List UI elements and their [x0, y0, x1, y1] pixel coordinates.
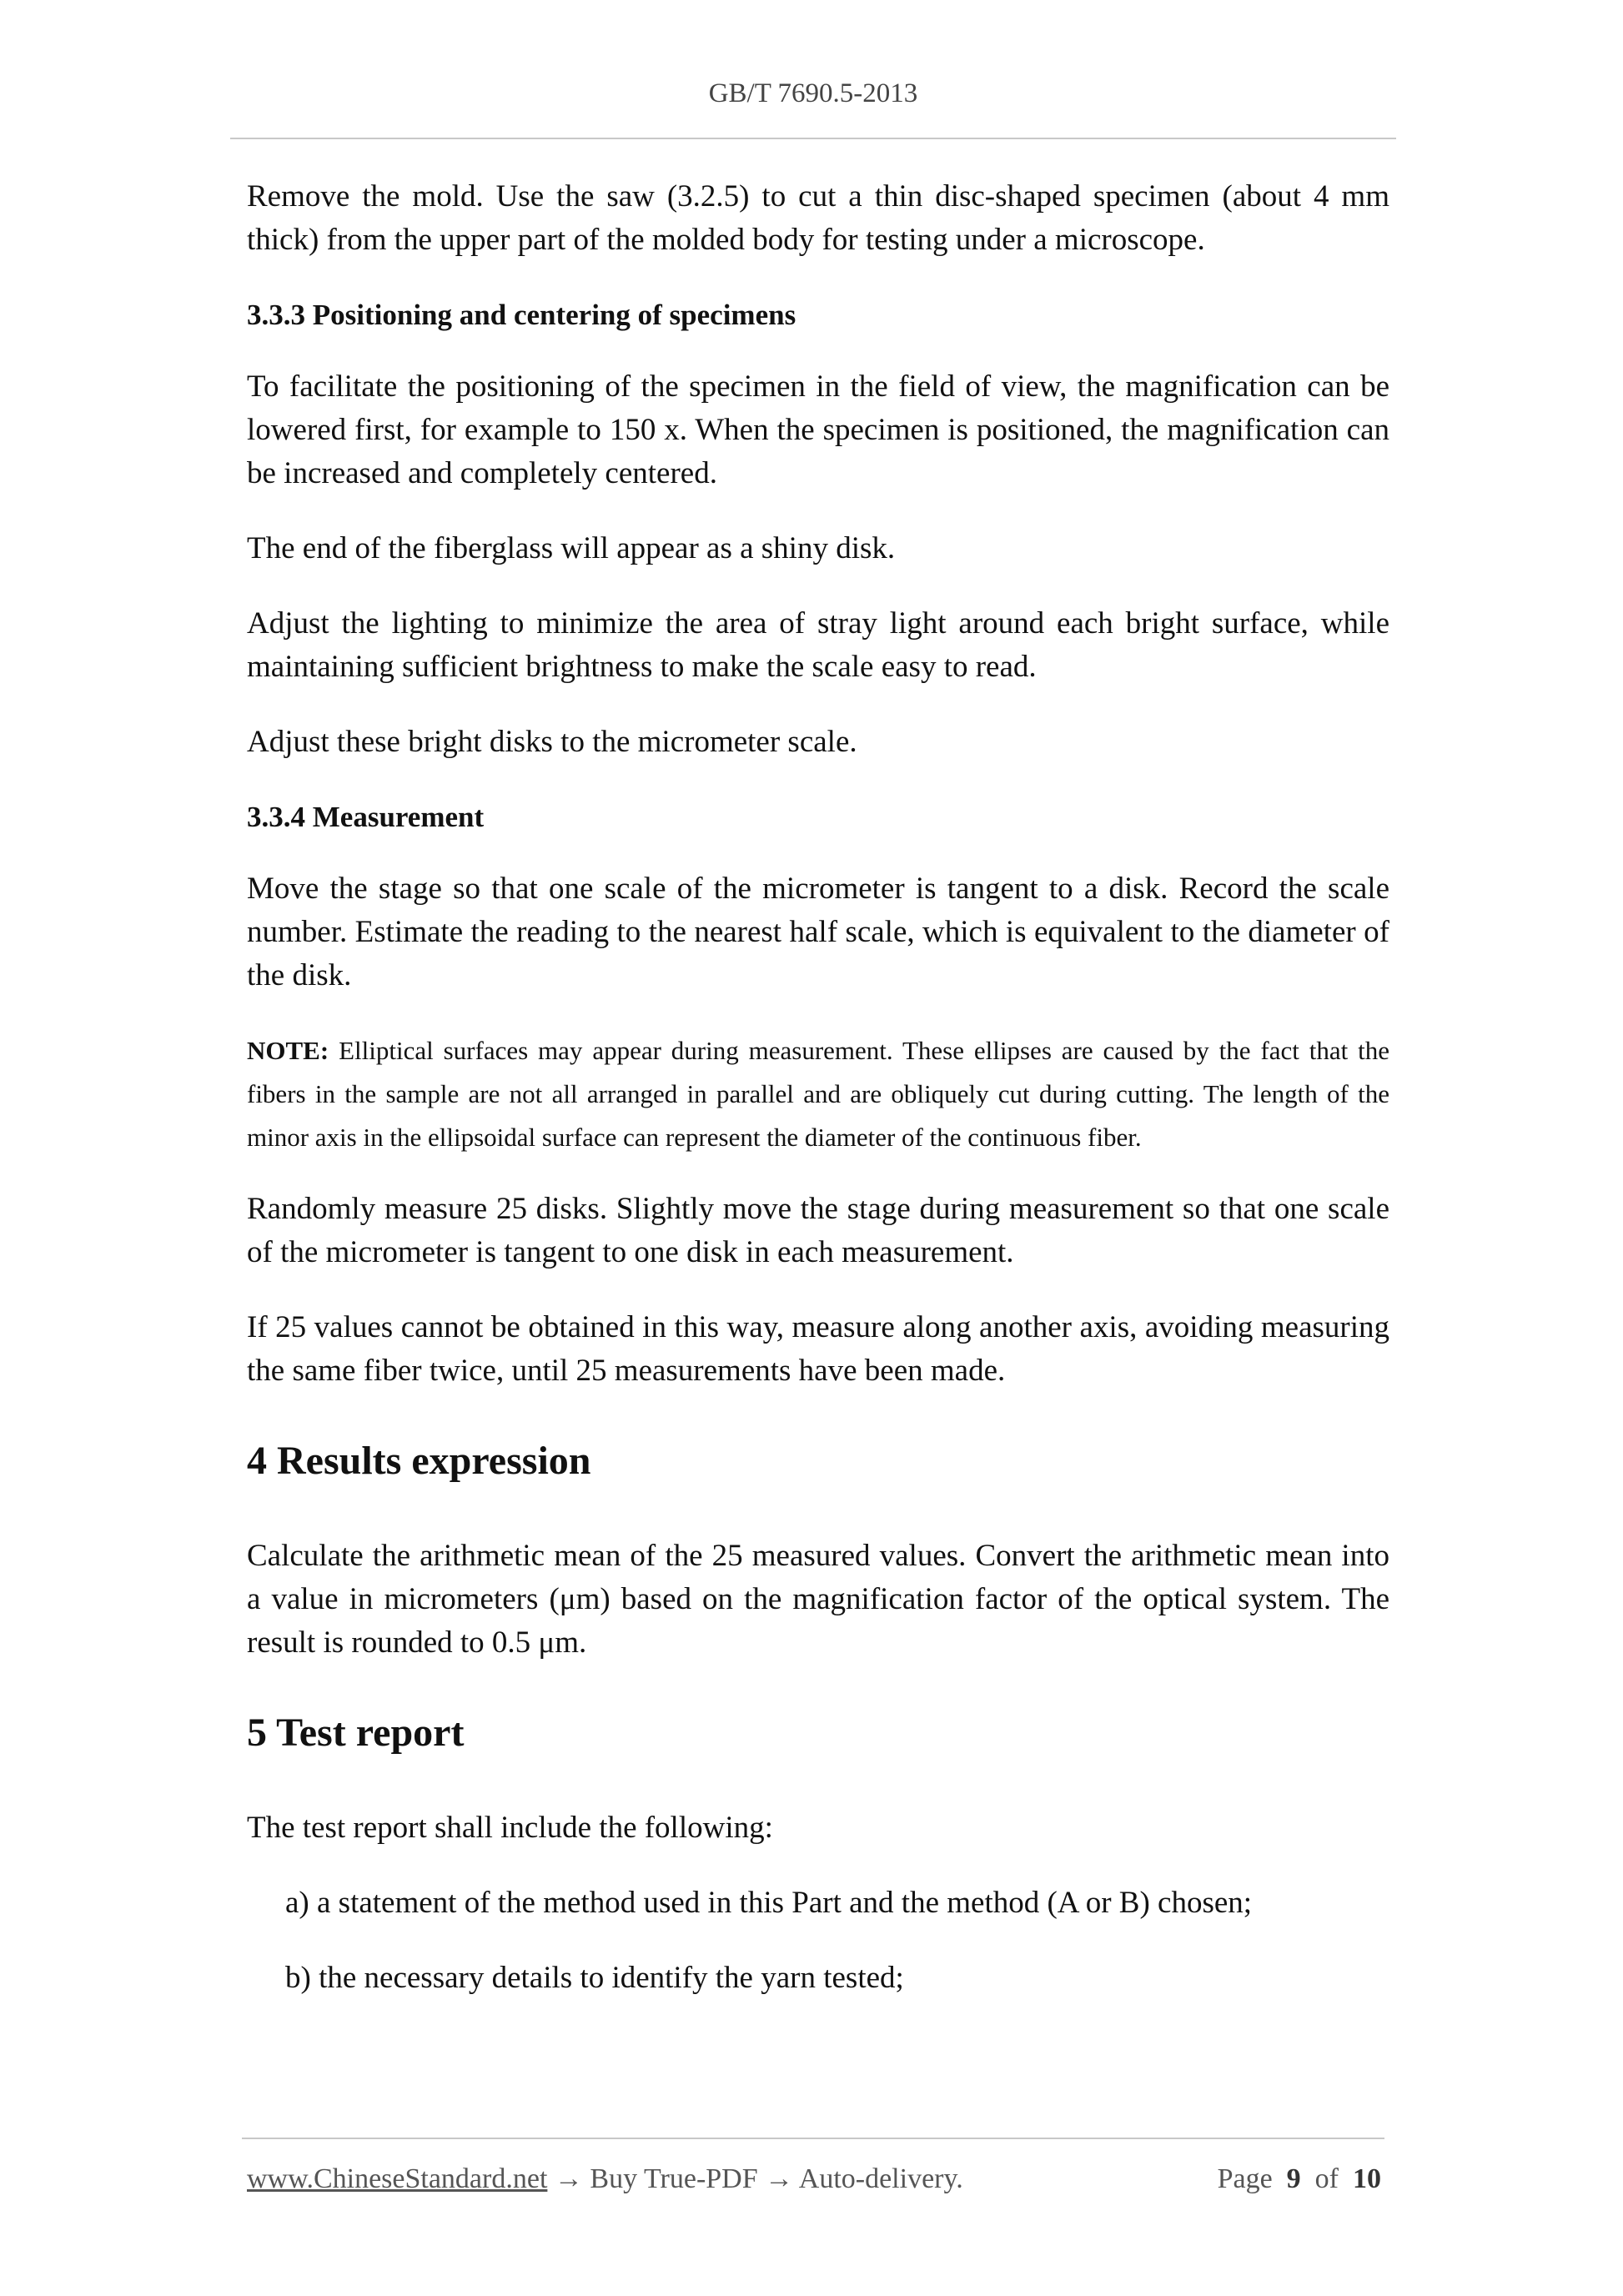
paragraph-another-axis: If 25 values cannot be obtained in this way, measure along another axis, avoiding measuring the same fiber twice, until 25 measurements have been made.: [247, 1310, 1389, 1388]
footer-divider: [242, 2138, 1384, 2139]
section-heading-5: 5 Test report: [247, 1711, 465, 1755]
paragraph-lighting: Adjust the lighting to minimize the area of stray light around each bright surface, while maintaining sufficient brightness to make the scale easy to read.: [247, 606, 1389, 684]
paragraph-fiber-end: The end of the fiberglass will appear as a shiny disk.: [247, 531, 896, 565]
paragraph-report-intro: The test report shall include the following:: [247, 1811, 773, 1845]
page-indicator: Page 9 of 10: [1217, 2163, 1381, 2194]
document-body: [247, 175, 1389, 2032]
section-heading-3-3-3: 3.3.3 Positioning and centering of specimens: [247, 299, 796, 331]
paragraph-arithmetic-mean: Calculate the arithmetic mean of the 25 measured values. Convert the arithmetic mean into a value in micrometers (μm) based on the magnification factor of the optical system. The result is rounded to 0.5 μm.: [247, 1539, 1389, 1660]
page-footer: [247, 2163, 1381, 2195]
list-item-b: b) the necessary details to identify the yarn tested;: [285, 1961, 904, 1995]
total-pages: 10: [1353, 2163, 1381, 2194]
section-heading-4: 4 Results expression: [247, 1439, 591, 1483]
footer-promo: [247, 2163, 963, 2195]
paragraph-random-measure: Randomly measure 25 disks. Slightly move the stage during measurement so that one scale of the micrometer is tangent to one disk in each measurement.: [247, 1192, 1389, 1269]
header-divider: [230, 138, 1396, 139]
note-text: Elliptical surfaces may appear during measurement. These ellipses are caused by the fact that the fibers in the sample are not all arranged in parallel and are obliquely cut during cutting. The length of the minor axis in the ellipsoidal surface can represent the diameter of the continuous fiber.: [247, 1036, 1389, 1152]
section-heading-3-3-4: 3.3.4 Measurement: [247, 801, 485, 833]
paragraph-adjust-disks: Adjust these bright disks to the micrometer scale.: [247, 725, 857, 759]
footer-promo-text: → Buy True-PDF → Auto-delivery.: [547, 2163, 963, 2194]
website-link[interactable]: www.ChineseStandard.net: [247, 2163, 548, 2194]
list-item-a: a) a statement of the method used in this Part and the method (A or B) chosen;: [285, 1886, 1253, 1920]
current-page: 9: [1286, 2163, 1301, 2194]
paragraph-remove-mold: Remove the mold. Use the saw (3.2.5) to cut a thin disc-shaped specimen (about 4 mm thick) from the upper part of the molded body for testing under a microscope.: [247, 179, 1389, 257]
paragraph-positioning: To facilitate the positioning of the specimen in the field of view, the magnification can be lowered first, for example to 150 x. When the specimen is positioned, the magnification can be increased and completely centered.: [247, 369, 1389, 490]
note-label: NOTE:: [247, 1036, 329, 1065]
page-header: GB/T 7690.5-2013: [708, 78, 918, 108]
note-paragraph: [247, 1029, 1389, 1159]
paragraph-move-stage: Move the stage so that one scale of the micrometer is tangent to a disk. Record the scale number. Estimate the reading to the nearest half scale, which is equivalent to the diameter of the disk.: [247, 872, 1389, 992]
